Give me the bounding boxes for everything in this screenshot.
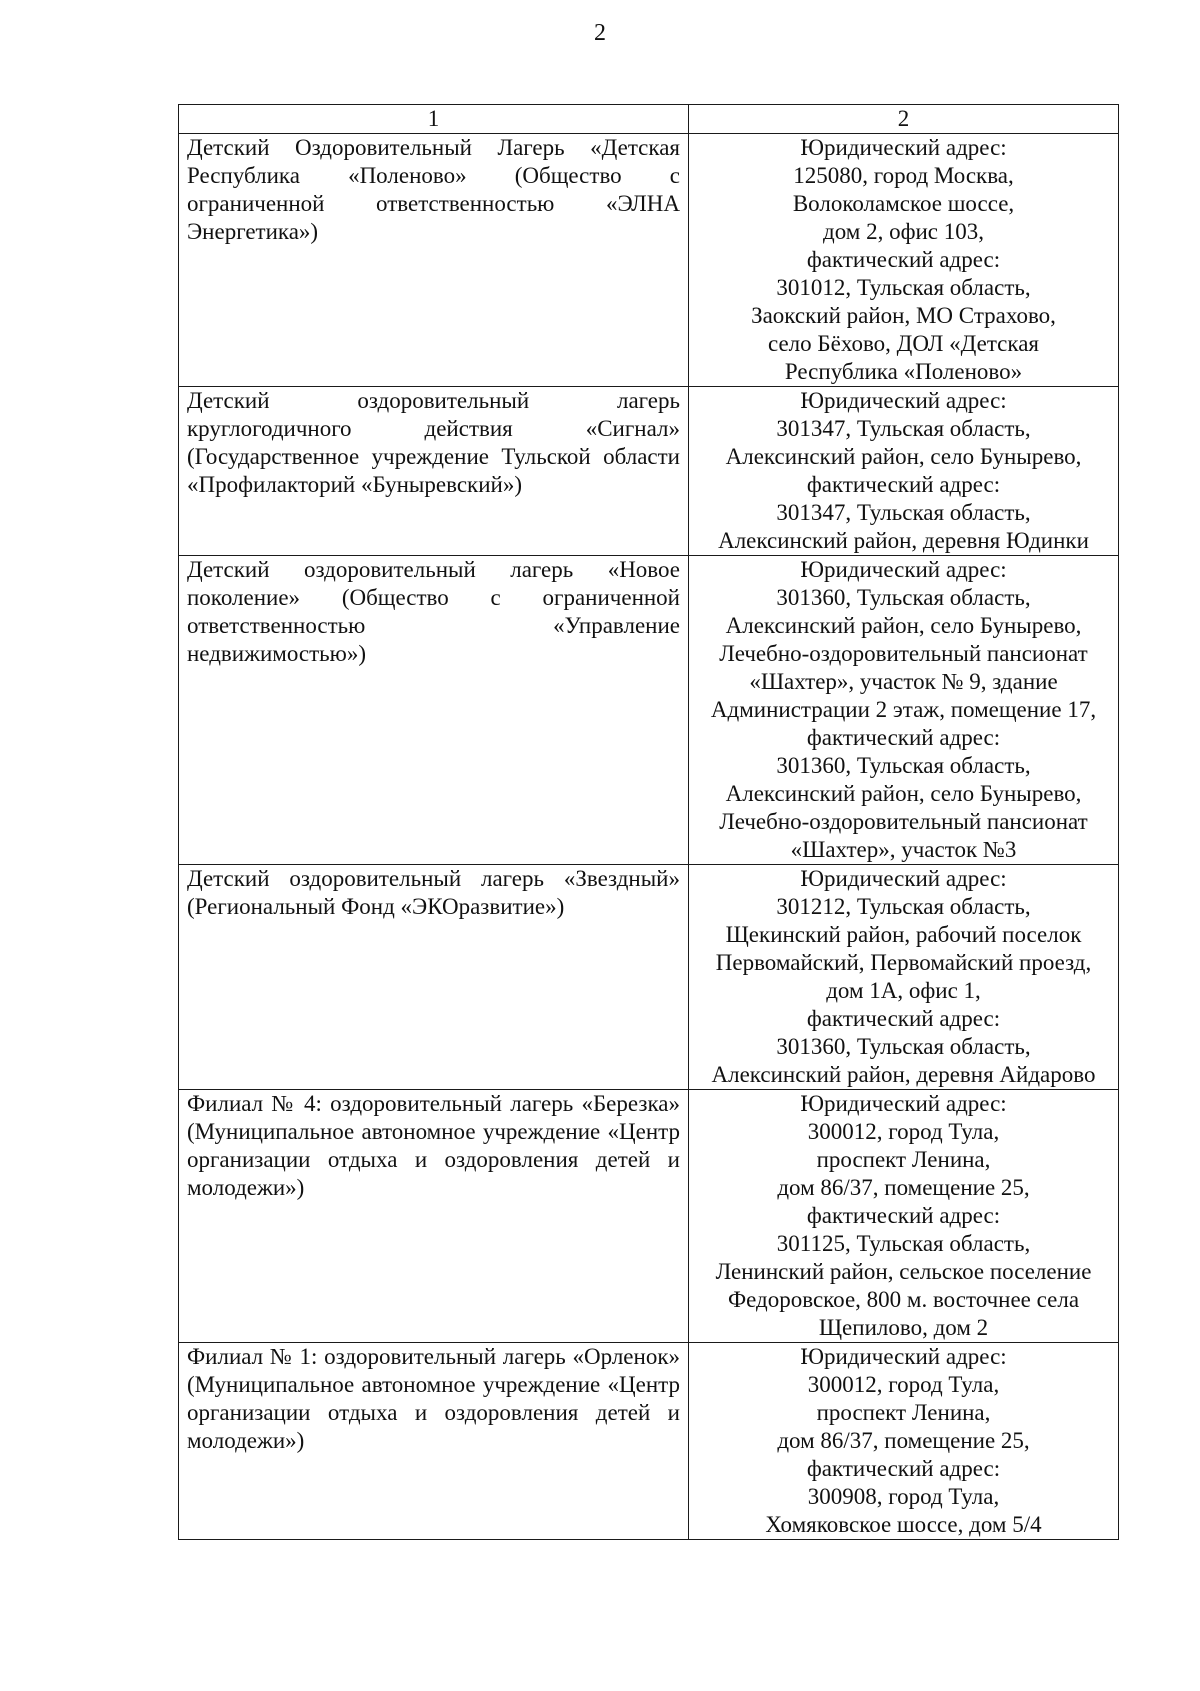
address-line: село Бёхово, ДОЛ «Детская [767,331,1039,356]
address-line: 301360, Тульская область, [776,753,1031,778]
table-row [179,865,1119,1090]
camps-table [178,104,1119,1540]
address-line: Юридический адрес: [800,1344,1007,1369]
address-line: 301125, Тульская область, [776,1231,1031,1256]
address-line: 301347, Тульская область, [776,500,1031,525]
address-line: Алексинский район, село Бунырево, [725,781,1082,806]
address-line: дом 86/37, помещение 25, [777,1175,1030,1200]
address-line: Юридический адрес: [800,1091,1007,1116]
address-cell [689,1343,1119,1540]
table-row [179,556,1119,865]
address-line: проспект Ленина, [816,1400,991,1425]
address-line: Щепилово, дом 2 [818,1315,989,1340]
address-line: «Шахтер», участок № 9, здание [749,669,1058,694]
address-line: Ленинский район, сельское поселение [715,1259,1092,1284]
address-line: 301360, Тульская область, [776,585,1031,610]
address-line: 301360, Тульская область, [776,1034,1031,1059]
address-line: 300908, город Тула, [807,1484,1000,1509]
address-line: Щекинский район, рабочий поселок [725,922,1082,947]
column-header-1: 1 [179,105,689,134]
address-line: Администрации 2 этаж, помещение 17, [710,697,1097,722]
address-line: Хомяковское шоссе, дом 5/4 [765,1512,1042,1537]
address-line: 300012, город Тула, [807,1372,1000,1397]
address-line: дом 1А, офис 1, [826,978,981,1003]
address-line: фактический адрес: [806,472,1001,497]
address-line: Юридический адрес: [800,135,1007,160]
camp-name-cell: Филиал № 4: оздоровительный лагерь «Березка» (Муниципальное автономное учреждение «Центр организации отдыха и оздоровления детей и молодежи») [179,1090,689,1343]
address-line: Лечебно-оздоровительный пансионат [719,641,1088,666]
address-line: дом 86/37, помещение 25, [777,1428,1030,1453]
camp-name-cell: Детский Оздоровительный Лагерь «Детская Республика «Поленово» (Общество с ограниченной ответственностью «ЭЛНА Энергетика») [179,134,689,387]
address-line: Волоколамское шоссе, [792,191,1015,216]
camp-name-cell: Филиал № 1: оздоровительный лагерь «Орленок» (Муниципальное автономное учреждение «Центр организации отдыха и оздоровления детей и молодежи») [179,1343,689,1540]
camp-name-cell: Детский оздоровительный лагерь «Новое поколение» (Общество с ограниченной ответственностью «Управление недвижимостью») [179,556,689,865]
address-line: 301012, Тульская область, [776,275,1031,300]
address-line: Алексинский район, село Бунырево, [725,444,1082,469]
address-line: фактический адрес: [806,1006,1001,1031]
page-number: 2 [594,20,606,46]
address-cell [689,865,1119,1090]
address-line: Юридический адрес: [800,557,1007,582]
address-line: Федоровское, 800 м. восточнее села [727,1287,1080,1312]
table-header-row [179,105,1119,134]
table-row [179,1343,1119,1540]
address-line: 125080, город Москва, [793,163,1014,188]
address-line: 300012, город Тула, [807,1119,1000,1144]
address-cell [689,556,1119,865]
column-header-2: 2 [689,105,1119,134]
address-line: фактический адрес: [806,1203,1001,1228]
address-cell [689,387,1119,556]
address-line: Алексинский район, село Бунырево, [725,613,1082,638]
table-row [179,1090,1119,1343]
address-cell [689,1090,1119,1343]
address-line: Юридический адрес: [800,388,1007,413]
address-line: дом 2, офис 103, [823,219,984,244]
address-line: фактический адрес: [806,1456,1001,1481]
address-line: Первомайский, Первомайский проезд, [715,950,1092,975]
address-line: Алексинский район, деревня Айдарово [711,1062,1096,1087]
address-line: 301212, Тульская область, [776,894,1031,919]
address-line: «Шахтер», участок №3 [790,837,1017,862]
address-line: Лечебно-оздоровительный пансионат [719,809,1088,834]
address-cell [689,134,1119,387]
address-line: Алексинский район, деревня Юдинки [718,528,1089,553]
camp-name-cell: Детский оздоровительный лагерь «Звездный» (Региональный Фонд «ЭКОразвитие») [179,865,689,1090]
table-row [179,134,1119,387]
address-line: Заокский район, МО Страхово, [751,303,1056,328]
address-line: 301347, Тульская область, [776,416,1031,441]
address-line: Республика «Поленово» [784,359,1023,384]
table-row [179,387,1119,556]
address-line: фактический адрес: [806,247,1001,272]
address-line: Юридический адрес: [800,866,1007,891]
address-line: фактический адрес: [806,725,1001,750]
camp-name-cell: Детский оздоровительный лагерь круглогодичного действия «Сигнал» (Государственное учреждение Тульской области «Профилакторий «Буныревский») [179,387,689,556]
address-line: проспект Ленина, [816,1147,991,1172]
